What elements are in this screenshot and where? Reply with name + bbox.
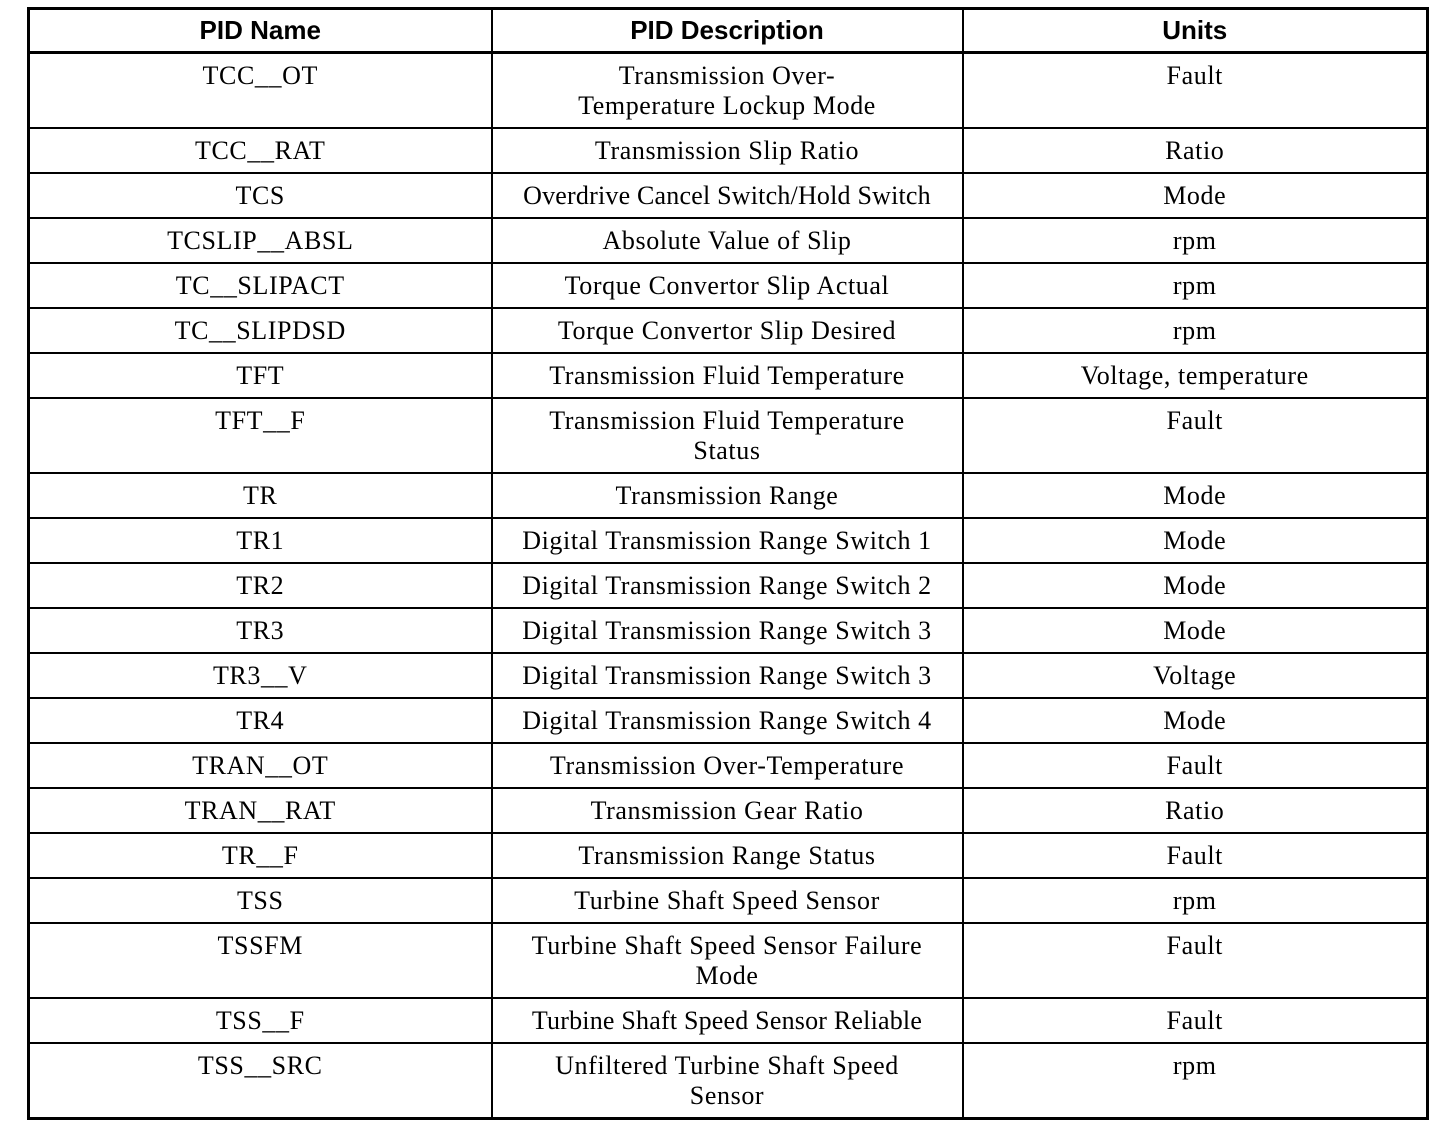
- units-cell: Ratio: [963, 128, 1428, 173]
- pid-name-cell: TR3: [29, 608, 492, 653]
- pid-description-cell: Transmission Gear Ratio: [492, 788, 963, 833]
- table-header: [29, 9, 1428, 53]
- pid-description-cell: Torque Convertor Slip Actual: [492, 263, 963, 308]
- units-cell: Fault: [963, 743, 1428, 788]
- table-row: [29, 1043, 1428, 1119]
- units-cell: Mode: [963, 518, 1428, 563]
- pid-description-cell: Digital Transmission Range Switch 3: [492, 653, 963, 698]
- pid-description-text: Transmission Fluid Temperature Status: [549, 406, 905, 465]
- table-row: [29, 998, 1428, 1043]
- pid-description-cell: Transmission Over-Temperature: [492, 743, 963, 788]
- units-cell: rpm: [963, 308, 1428, 353]
- pid-description-cell: [492, 398, 963, 473]
- table-row: [29, 173, 1428, 218]
- pid-description-cell: Transmission Range Status: [492, 833, 963, 878]
- pid-name-cell: TSS__F: [29, 998, 492, 1043]
- table-row: [29, 833, 1428, 878]
- pid-name-cell: TR__F: [29, 833, 492, 878]
- pid-name-cell: TFT: [29, 353, 492, 398]
- units-cell: Ratio: [963, 788, 1428, 833]
- units-cell: Voltage, temperature: [963, 353, 1428, 398]
- table-row: [29, 563, 1428, 608]
- units-cell: Mode: [963, 698, 1428, 743]
- units-cell: Fault: [963, 923, 1428, 998]
- header-units: Units: [963, 9, 1428, 53]
- pid-description-cell: Transmission Range: [492, 473, 963, 518]
- pid-description-cell: Overdrive Cancel Switch/Hold Switch: [492, 173, 963, 218]
- pid-name-cell: TSS: [29, 878, 492, 923]
- pid-description-text: Turbine Shaft Speed Sensor Failure Mode: [531, 931, 923, 990]
- table-row: [29, 878, 1428, 923]
- pid-description-cell: Absolute Value of Slip: [492, 218, 963, 263]
- table-row: [29, 698, 1428, 743]
- pid-description-cell: [492, 923, 963, 998]
- units-cell: Fault: [963, 833, 1428, 878]
- table-body: [29, 53, 1428, 1119]
- table-row: [29, 398, 1428, 473]
- pid-name-cell: TCS: [29, 173, 492, 218]
- pid-name-cell: TSSFM: [29, 923, 492, 998]
- pid-description-text: Unfiltered Turbine Shaft Speed Sensor: [555, 1051, 899, 1110]
- table-row: [29, 308, 1428, 353]
- pid-description-cell: Digital Transmission Range Switch 1: [492, 518, 963, 563]
- header-pid-description: PID Description: [492, 9, 963, 53]
- pid-description-cell: Torque Convertor Slip Desired: [492, 308, 963, 353]
- pid-name-cell: TRAN__RAT: [29, 788, 492, 833]
- units-cell: rpm: [963, 878, 1428, 923]
- units-cell: rpm: [963, 263, 1428, 308]
- units-cell: Voltage: [963, 653, 1428, 698]
- table-row: [29, 53, 1428, 129]
- table-row: [29, 353, 1428, 398]
- units-cell: Mode: [963, 563, 1428, 608]
- pid-name-cell: TCC__OT: [29, 53, 492, 129]
- units-cell: Mode: [963, 608, 1428, 653]
- pid-name-cell: TR: [29, 473, 492, 518]
- pid-description-cell: Transmission Fluid Temperature: [492, 353, 963, 398]
- pid-description-cell: Transmission Slip Ratio: [492, 128, 963, 173]
- pid-name-cell: TCC__RAT: [29, 128, 492, 173]
- table-row: [29, 128, 1428, 173]
- table-row: [29, 788, 1428, 833]
- units-cell: Mode: [963, 473, 1428, 518]
- units-cell: Fault: [963, 998, 1428, 1043]
- units-cell: rpm: [963, 218, 1428, 263]
- pid-name-cell: TR1: [29, 518, 492, 563]
- table-row: [29, 518, 1428, 563]
- pid-description-cell: Digital Transmission Range Switch 3: [492, 608, 963, 653]
- table-row: [29, 653, 1428, 698]
- table-row: [29, 218, 1428, 263]
- pid-name-cell: TCSLIP__ABSL: [29, 218, 492, 263]
- pid-table: [27, 7, 1429, 1120]
- pid-description-cell: Digital Transmission Range Switch 2: [492, 563, 963, 608]
- pid-name-cell: TFT__F: [29, 398, 492, 473]
- pid-name-cell: TC__SLIPACT: [29, 263, 492, 308]
- units-cell: Mode: [963, 173, 1428, 218]
- pid-name-cell: TR4: [29, 698, 492, 743]
- pid-name-cell: TC__SLIPDSD: [29, 308, 492, 353]
- pid-description-cell: Digital Transmission Range Switch 4: [492, 698, 963, 743]
- table-row: [29, 923, 1428, 998]
- pid-description-cell: Turbine Shaft Speed Sensor: [492, 878, 963, 923]
- table-row: [29, 473, 1428, 518]
- pid-name-cell: TRAN__OT: [29, 743, 492, 788]
- pid-name-cell: TR2: [29, 563, 492, 608]
- pid-description-cell: Turbine Shaft Speed Sensor Reliable: [492, 998, 963, 1043]
- table-row: [29, 743, 1428, 788]
- pid-description-text: Transmission Over-Temperature Lockup Mode: [578, 61, 876, 120]
- header-pid-name: PID Name: [29, 9, 492, 53]
- units-cell: Fault: [963, 53, 1428, 129]
- pid-name-cell: TR3__V: [29, 653, 492, 698]
- table-row: [29, 608, 1428, 653]
- units-cell: Fault: [963, 398, 1428, 473]
- header-row: [29, 9, 1428, 53]
- table-row: [29, 263, 1428, 308]
- pid-description-cell: [492, 1043, 963, 1119]
- pid-description-cell: [492, 53, 963, 129]
- pid-name-cell: TSS__SRC: [29, 1043, 492, 1119]
- units-cell: rpm: [963, 1043, 1428, 1119]
